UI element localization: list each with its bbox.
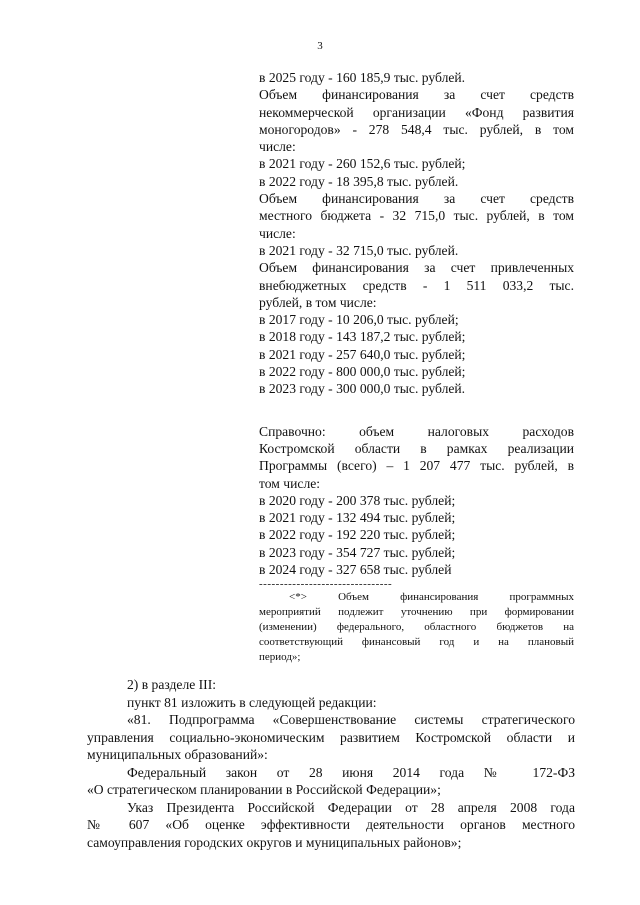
- main-text: [87, 676, 575, 851]
- financing-line: моногородов» - 278 548,4 тыс. рублей, в том: [259, 121, 574, 137]
- tax-line: Костромской области в рамках реализации: [259, 440, 574, 456]
- financing-line: Объем финансирования за счет средств: [259, 191, 574, 207]
- financing-line: в 2022 году - 18 395,8 тыс. рублей.: [259, 173, 459, 189]
- financing-column: [259, 69, 574, 665]
- financing-line: внебюджетных средств - 1 511 033,2 тыс.: [259, 277, 574, 293]
- paragraph-line: Указ Президента Российской Федерации от 28 апреля 2008 года: [127, 799, 575, 815]
- financing-line: Объем финансирования за счет привлеченных: [259, 260, 574, 276]
- financing-line: в 2025 году - 160 185,9 тыс. рублей.: [259, 70, 466, 85]
- footnote-line: <*> Объем финансирования программных: [289, 591, 574, 604]
- financing-line: в 2021 году - 32 715,0 тыс. рублей.: [259, 242, 459, 258]
- tax-line: Программы (всего) – 1 207 477 тыс. рублей, в: [259, 458, 574, 474]
- paragraph-line: «81. Подпрограмма «Совершенствование системы стратегического: [127, 712, 575, 727]
- paragraph: пункт 81 изложить в следующей редакции:: [127, 694, 377, 710]
- paragraph-line: муниципальных образований»:: [87, 747, 268, 762]
- tax-line: том числе:: [259, 475, 321, 491]
- financing-line: в 2018 году - 143 187,2 тыс. рублей;: [259, 329, 466, 345]
- financing-line: в 2023 году - 300 000,0 тыс. рублей.: [259, 381, 466, 397]
- financing-line: в 2021 году - 257 640,0 тыс. рублей;: [259, 346, 466, 362]
- paragraph: 2) в разделе III:: [127, 677, 217, 692]
- financing-line: в 2021 году - 260 152,6 тыс. рублей;: [259, 156, 466, 172]
- financing-line: рублей, в том числе:: [259, 294, 377, 310]
- page-number: 3: [317, 40, 323, 52]
- paragraph-line: «О стратегическом планировании в Российской Федерации»;: [87, 782, 441, 797]
- paragraph-line: № 607 «Об оценке эффективности деятельности органов местного: [87, 817, 575, 832]
- tax-line: в 2023 году - 354 727 тыс. рублей;: [259, 544, 456, 560]
- tax-line: в 2022 году - 192 220 тыс. рублей;: [259, 527, 456, 543]
- financing-line: некоммерческой организации «Фонд развития: [259, 104, 574, 120]
- tax-line: в 2021 году - 132 494 тыс. рублей;: [259, 510, 456, 526]
- tax-line: в 2020 году - 200 378 тыс. рублей;: [259, 492, 456, 508]
- paragraph-line: Федеральный закон от 28 июня 2014 года № 172-ФЗ: [127, 764, 575, 780]
- footnote-line: мероприятий подлежит уточнению при формировании: [259, 606, 574, 619]
- footnote: [259, 590, 574, 665]
- financing-line: в 2017 году - 10 206,0 тыс. рублей;: [259, 312, 459, 328]
- footnote-line: период»;: [259, 651, 301, 664]
- financing-line: числе:: [259, 225, 296, 241]
- financing-line: числе:: [259, 139, 296, 155]
- footnote-separator: --------------------------------: [259, 578, 393, 591]
- financing-line: Объем финансирования за счет средств: [259, 87, 574, 103]
- paragraph-line: самоуправления городских округов и муниципальных районов»;: [87, 834, 462, 850]
- financing-line: местного бюджета - 32 715,0 тыс. рублей, в том: [259, 208, 574, 224]
- tax-line: в 2024 году - 327 658 тыс. рублей: [259, 562, 452, 578]
- footnote-line: (изменении) федерального, областного бюджетов на: [259, 621, 574, 634]
- tax-line: Справочно: объем налоговых расходов: [259, 423, 574, 439]
- paragraph-line: управления социально-экономическим развитием Костромской области и: [87, 729, 575, 745]
- financing-line: в 2022 году - 800 000,0 тыс. рублей;: [259, 364, 466, 380]
- footnote-line: соответствующий финансовый год и на плановый: [259, 636, 574, 649]
